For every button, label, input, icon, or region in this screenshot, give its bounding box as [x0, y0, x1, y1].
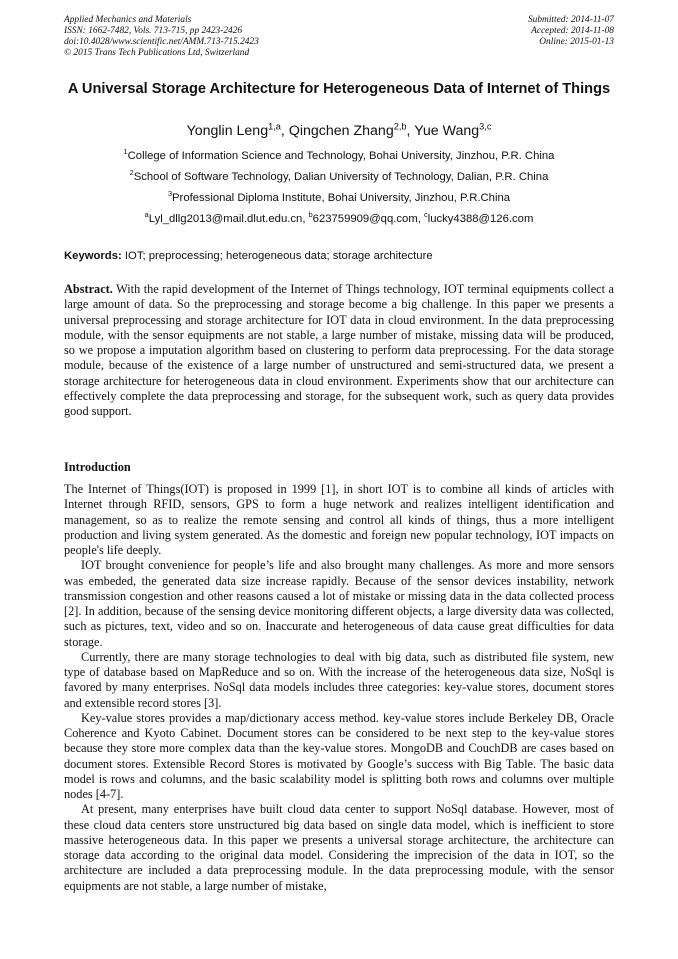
- dates-header: [528, 15, 614, 48]
- affiliation-3: $^3$Professional Diploma Institute, Bohai University, Jinzhou, P.R.China: [167, 189, 511, 204]
- keywords-text: IOT; preprocessing; heterogeneous data; storage architecture: [121, 250, 433, 262]
- journal-header: [64, 15, 259, 59]
- affiliation-2: $^2$School of Software Technology, Dalian University of Technology, Dalian, P.R. China: [129, 168, 549, 183]
- journal-doi: doi:10.4028/www.scientific.net/AMM.713-715.2423: [64, 37, 259, 47]
- paragraph: Currently, there are many storage technologies to deal with big data, such as distributed file system, new type of database based on MapReduce and so on. With the increase of the heterogeneous data size, NoSql is favored by many enterprises. NoSql data models includes three categories: key-value stores, document stores and extensible record stores [3].: [64, 649, 614, 710]
- online-date: Online: 2015-01-13: [539, 37, 614, 47]
- submitted-date: Submitted: 2014-11-07: [527, 15, 614, 25]
- paragraph: IOT brought convenience for people’s life and also brought many challenges. As more and more sensors was embeded, the generated data size increase rapidly. Because of the sensor devices instability, network transmission congestion and other reasons caused a lot of mistake or missing data in the data collected process [2]. In addition, because of the sensing device monitoring different objects, a large diversity data was collected, such as pictures, text, video and so on. Inaccurate and heterogeneous of data cause great difficulties for data storage.: [64, 558, 614, 649]
- accepted-date: Accepted: 2014-11-08: [531, 26, 614, 36]
- paper-title: A Universal Storage Architecture for Heterogeneous Data of Internet of Things: [67, 81, 611, 97]
- keywords-label: Keywords:: [64, 250, 122, 262]
- abstract-text: With the rapid development of the Internet of Things technology, IOT terminal equipments collect a large amount of data. So the preprocessing and storage become a big challenge. In this paper we presents a universal preprocessing and storage architecture for IOT data in cloud environment. In the data preprocessing module, with the sensor equipments are not stable, a large number of mistake, missing data will be produced, so we propose a imputation algorithm based on clustering to perform data preprocessing. For the data storage module, because of the existence of a large number of unstructured and semi-structured data, we present a storage architecture for heterogeneous data in cloud environment. Experiments show that our architecture can effectively complete the data preprocessing and storage, for the subsequent work, such as query data provides good support.: [64, 282, 614, 418]
- affiliation-1: $^1$College of Information Science and Technology, Bohai University, Jinzhou, P.R. China: [123, 147, 555, 162]
- paragraph: Key-value stores provides a map/dictionary access method. key-value stores include Berkeley DB, Oracle Coherence and Kyoto Cabinet. Document stores can be considered to be next step to the key-value stores because they store more complex data than the key-value stores. MongoDB and CouchDB are cases based on document stores. Extensible Record Stores is motivated by Google’s success with Big Table. The basic data model is rows and columns, and the basic scalability model is splitting both rows and columns over multiple nodes [4-7].: [64, 710, 614, 801]
- paragraph: At present, many enterprises have built cloud data center to support NoSql database. However, most of these cloud data centers store unstructured big data based on single data model, which is inefficient to store massive heterogeneous data. In this paper we presents a universal storage architecture, the architecture can storage data according to the original data model. Considering the imprecision of the data in IOT, so the architecture are included a data preprocessing module. In the data preprocessing module, with the sensor equipments are not stable, a large number of mistake,: [64, 802, 614, 893]
- email-list: $^a$Lyl_dllg2013@mail.dlut.edu.cn, $^b$623759909@qq.com, $^c$lucky4388@126.com: [144, 210, 534, 225]
- abstract-label: Abstract.: [64, 282, 113, 296]
- paragraph: The Internet of Things(IOT) is proposed in 1999 [1], in short IOT is to combine all kinds of articles with Internet through RFID, sensors, GPS to form a huge network and realizes intelligent identification and management, so as to realize the remote sensing and control all kinds of things, thus a more intelligent production and living system generated. As the domestic and foreign new popular technology, IOT impacts on people's life deeply.: [64, 482, 614, 557]
- author: Qingchen Zhang$^{2,b}$,: [288, 121, 415, 139]
- author-list: [64, 122, 614, 140]
- author: Yue Wang$^{3,c}$: [414, 121, 492, 139]
- introduction-body: [64, 482, 614, 894]
- abstract: [64, 282, 614, 419]
- keywords: [64, 249, 614, 263]
- journal-issn: ISSN: 1662-7482, Vols. 713-715, pp 2423-2426: [64, 26, 243, 36]
- section-heading-introduction: Introduction: [64, 460, 131, 474]
- journal-name: Applied Mechanics and Materials: [64, 15, 192, 25]
- author: Yonglin Leng$^{1,a}$,: [186, 121, 289, 139]
- journal-copyright: © 2015 Trans Tech Publications Ltd, Switzerland: [64, 48, 250, 58]
